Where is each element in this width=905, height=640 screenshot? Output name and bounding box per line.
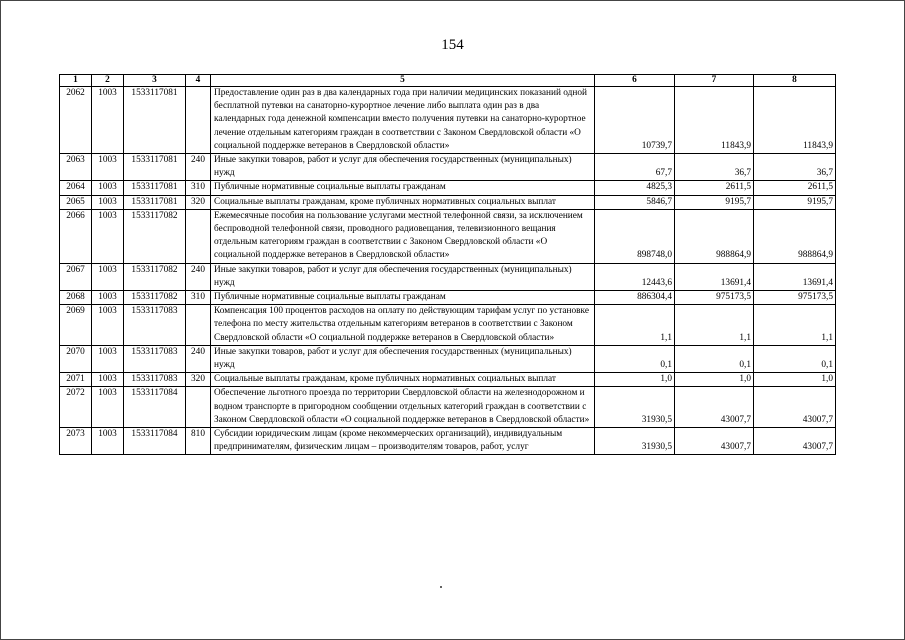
cell-amount-col8: 13691,4	[754, 263, 836, 290]
table-row	[60, 154, 836, 181]
cell-row-number: 2070	[60, 345, 92, 372]
header-row	[60, 75, 836, 87]
cell-target-code: 1533117081	[124, 87, 186, 154]
cell-amount-col7: 1,0	[675, 373, 754, 387]
cell-target-code: 1533117082	[124, 263, 186, 290]
cell-row-number: 2064	[60, 181, 92, 195]
cell-expense-type: 310	[186, 291, 211, 305]
cell-amount-col7: 2611,5	[675, 181, 754, 195]
header-col-3: 3	[124, 75, 186, 87]
cell-description: Социальные выплаты гражданам, кроме публичных нормативных социальных выплат	[211, 195, 595, 209]
cell-amount-col6: 1,0	[595, 373, 675, 387]
cell-section-code: 1003	[92, 345, 124, 372]
cell-row-number: 2069	[60, 305, 92, 346]
cell-amount-col8: 1,1	[754, 305, 836, 346]
cell-amount-col6: 31930,5	[595, 428, 675, 455]
cell-section-code: 1003	[92, 263, 124, 290]
cell-description: Субсидии юридическим лицам (кроме некоммерческих организаций), индивидуальным предпринимателям, физическим лицам – производителям товаров, работ, услуг	[211, 428, 595, 455]
cell-target-code: 1533117082	[124, 209, 186, 263]
header-col-5: 5	[211, 75, 595, 87]
cell-description: Публичные нормативные социальные выплаты гражданам	[211, 291, 595, 305]
cell-target-code: 1533117083	[124, 305, 186, 346]
cell-amount-col6: 1,1	[595, 305, 675, 346]
table-row	[60, 345, 836, 372]
table-row	[60, 291, 836, 305]
cell-section-code: 1003	[92, 387, 124, 428]
cell-row-number: 2071	[60, 373, 92, 387]
cell-amount-col6: 67,7	[595, 154, 675, 181]
cell-section-code: 1003	[92, 181, 124, 195]
cell-target-code: 1533117083	[124, 373, 186, 387]
cell-description: Публичные нормативные социальные выплаты гражданам	[211, 181, 595, 195]
cell-description: Обеспечение льготного проезда по территории Свердловской области на железнодорожном и водном транспорте в пригородном сообщении отдельных категорий граждан в соответствии с Законом Свердловской области «О социальной поддержке ветеранов в Свердловской области»	[211, 387, 595, 428]
cell-amount-col7: 11843,9	[675, 87, 754, 154]
cell-amount-col6: 0,1	[595, 345, 675, 372]
cell-target-code: 1533117084	[124, 428, 186, 455]
cell-target-code: 1533117083	[124, 345, 186, 372]
cell-expense-type: 320	[186, 373, 211, 387]
table-row	[60, 305, 836, 346]
cell-description: Иные закупки товаров, работ и услуг для обеспечения государственных (муниципальных) нужд	[211, 154, 595, 181]
cell-amount-col7: 43007,7	[675, 428, 754, 455]
cell-target-code: 1533117081	[124, 181, 186, 195]
cell-expense-type: 810	[186, 428, 211, 455]
cell-row-number: 2068	[60, 291, 92, 305]
cell-section-code: 1003	[92, 373, 124, 387]
table-row	[60, 181, 836, 195]
cell-target-code: 1533117082	[124, 291, 186, 305]
cell-section-code: 1003	[92, 154, 124, 181]
cell-section-code: 1003	[92, 291, 124, 305]
cell-target-code: 1533117081	[124, 154, 186, 181]
cell-amount-col7: 1,1	[675, 305, 754, 346]
cell-amount-col6: 898748,0	[595, 209, 675, 263]
cell-row-number: 2062	[60, 87, 92, 154]
scan-mark	[440, 586, 442, 588]
cell-expense-type: 240	[186, 154, 211, 181]
cell-amount-col7: 9195,7	[675, 195, 754, 209]
cell-amount-col8: 975173,5	[754, 291, 836, 305]
cell-target-code: 1533117081	[124, 195, 186, 209]
cell-section-code: 1003	[92, 428, 124, 455]
cell-amount-col7: 13691,4	[675, 263, 754, 290]
table-row	[60, 373, 836, 387]
cell-amount-col8: 11843,9	[754, 87, 836, 154]
table-row	[60, 195, 836, 209]
header-col-1: 1	[60, 75, 92, 87]
header-col-6: 6	[595, 75, 675, 87]
cell-section-code: 1003	[92, 87, 124, 154]
cell-amount-col8: 1,0	[754, 373, 836, 387]
cell-row-number: 2066	[60, 209, 92, 263]
cell-amount-col8: 988864,9	[754, 209, 836, 263]
header-col-4: 4	[186, 75, 211, 87]
cell-description: Компенсация 100 процентов расходов на оплату по действующим тарифам услуг по установке телефона по месту жительства отдельным категориям ветеранов в соответствии с Законом Свердловской области «О социальной поддержке ветеранов в Свердловской области»	[211, 305, 595, 346]
cell-description: Иные закупки товаров, работ и услуг для обеспечения государственных (муниципальных) нужд	[211, 345, 595, 372]
cell-amount-col8: 36,7	[754, 154, 836, 181]
cell-amount-col6: 12443,6	[595, 263, 675, 290]
cell-row-number: 2072	[60, 387, 92, 428]
table-row	[60, 209, 836, 263]
cell-amount-col6: 31930,5	[595, 387, 675, 428]
cell-expense-type: 240	[186, 263, 211, 290]
cell-amount-col7: 975173,5	[675, 291, 754, 305]
cell-amount-col8: 43007,7	[754, 387, 836, 428]
cell-expense-type	[186, 305, 211, 346]
table-row	[60, 387, 836, 428]
cell-expense-type	[186, 209, 211, 263]
cell-amount-col8: 2611,5	[754, 181, 836, 195]
cell-amount-col7: 43007,7	[675, 387, 754, 428]
cell-amount-col6: 886304,4	[595, 291, 675, 305]
cell-amount-col8: 43007,7	[754, 428, 836, 455]
cell-section-code: 1003	[92, 209, 124, 263]
budget-table	[59, 74, 836, 455]
cell-expense-type: 320	[186, 195, 211, 209]
cell-target-code: 1533117084	[124, 387, 186, 428]
table-row	[60, 87, 836, 154]
cell-description: Социальные выплаты гражданам, кроме публичных нормативных социальных выплат	[211, 373, 595, 387]
header-col-8: 8	[754, 75, 836, 87]
header-col-7: 7	[675, 75, 754, 87]
cell-section-code: 1003	[92, 195, 124, 209]
cell-amount-col8: 0,1	[754, 345, 836, 372]
cell-amount-col7: 988864,9	[675, 209, 754, 263]
cell-description: Предоставление один раз в два календарных года при наличии медицинских показаний одной бесплатной путевки на санаторно-курортное лечение либо выплата один раз в два календарных года денежной компенсации вместо получения путевки на санаторно-курортное лечение отдельным категориям граждан в соответствии с Законом Свердловской области «О социальной поддержке ветеранов в Свердловской области»	[211, 87, 595, 154]
table-row	[60, 428, 836, 455]
cell-amount-col6: 5846,7	[595, 195, 675, 209]
page-number: 154	[441, 37, 464, 53]
cell-row-number: 2073	[60, 428, 92, 455]
cell-expense-type	[186, 87, 211, 154]
cell-expense-type	[186, 387, 211, 428]
cell-amount-col6: 4825,3	[595, 181, 675, 195]
table-row	[60, 263, 836, 290]
cell-row-number: 2063	[60, 154, 92, 181]
cell-description: Иные закупки товаров, работ и услуг для обеспечения государственных (муниципальных) нужд	[211, 263, 595, 290]
cell-amount-col6: 10739,7	[595, 87, 675, 154]
cell-amount-col8: 9195,7	[754, 195, 836, 209]
cell-row-number: 2067	[60, 263, 92, 290]
cell-expense-type: 240	[186, 345, 211, 372]
header-col-2: 2	[92, 75, 124, 87]
cell-row-number: 2065	[60, 195, 92, 209]
cell-description: Ежемесячные пособия на пользование услугами местной телефонной связи, за исключением беспроводной телефонной связи, проводного радиовещания, телевизионного вещания отдельным категориям граждан в соответствии с Законом Свердловской области «О социальной поддержке ветеранов в Свердловской области»	[211, 209, 595, 263]
cell-amount-col7: 0,1	[675, 345, 754, 372]
cell-section-code: 1003	[92, 305, 124, 346]
cell-expense-type: 310	[186, 181, 211, 195]
cell-amount-col7: 36,7	[675, 154, 754, 181]
